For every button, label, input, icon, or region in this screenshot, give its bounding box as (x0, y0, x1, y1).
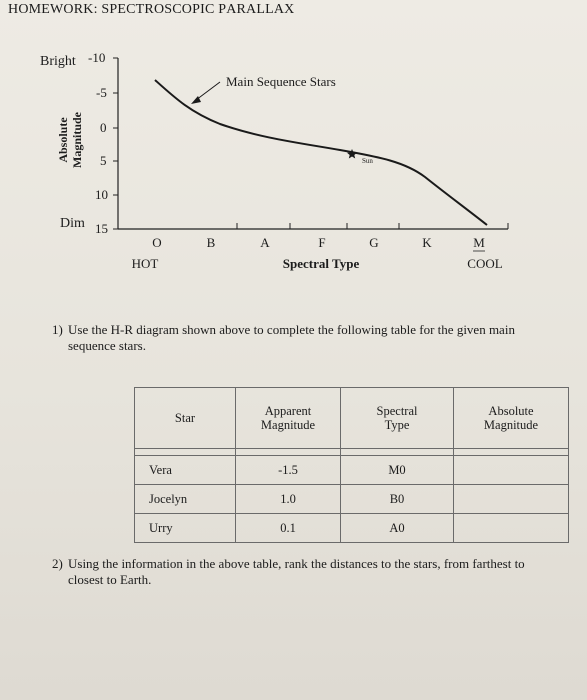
title-letter-s: S (101, 2, 110, 17)
absolute-magnitude-cell[interactable] (454, 485, 569, 514)
header-spectral-line2: Type (384, 418, 410, 432)
header-absolute-magnitude (454, 388, 569, 449)
apparent-magnitude-cell: 1.0 (236, 485, 341, 514)
spacer-cell (454, 449, 569, 456)
cool-label: COOL (467, 256, 503, 271)
table-row (135, 514, 569, 543)
x-tick-label: A (260, 235, 270, 250)
hot-label: HOT (131, 256, 159, 271)
y-axis-title-line1: Absolute (56, 117, 70, 163)
dim-label: Dim (60, 216, 85, 231)
header-absolute-line2: Magnitude (483, 418, 539, 432)
star-name-cell: Jocelyn (135, 485, 236, 514)
x-tick-label: B (206, 235, 216, 250)
question-2-line1: Using the information in the above table, rank the distances to the stars, from farthest to (68, 556, 525, 571)
table-spacer-row (135, 449, 569, 456)
x-tick-label: M (473, 235, 485, 250)
question-1-number: 1) (52, 322, 63, 337)
question-2 (52, 556, 572, 588)
title-spectroscopic: PECTROSCOPIC (109, 2, 219, 17)
question-1-line1: Use the H-R diagram shown above to complete the following table for the given main (68, 322, 515, 337)
apparent-magnitude-cell: 0.1 (236, 514, 341, 543)
header-apparent-line1: Apparent (264, 404, 312, 418)
title-parallax: ARALLAX (226, 2, 295, 17)
y-tick-label: -5 (96, 85, 107, 100)
question-1-line2: sequence stars. (68, 338, 146, 353)
main-sequence-curve (155, 80, 487, 225)
y-tick-label: 0 (100, 120, 107, 135)
hr-diagram (0, 0, 587, 300)
title-homework: OMEWORK: (18, 2, 102, 17)
header-star-text: Star (174, 411, 196, 425)
x-tick-label: K (422, 235, 432, 250)
table-header-row (135, 388, 569, 449)
header-spectral-type (341, 388, 454, 449)
star-name-cell: Vera (135, 456, 236, 485)
spectral-type-cell: B0 (341, 485, 454, 514)
callout-arrow-line (196, 82, 220, 100)
title-letter-h: H (8, 2, 19, 17)
star-table (134, 387, 569, 543)
sun-label: Sun (362, 157, 373, 165)
header-absolute-line1: Absolute (488, 404, 534, 418)
curve-label: Main Sequence Stars (226, 74, 336, 89)
spacer-cell (135, 449, 236, 456)
header-apparent-magnitude (236, 388, 341, 449)
absolute-magnitude-cell[interactable] (454, 456, 569, 485)
absolute-magnitude-cell[interactable] (454, 514, 569, 543)
y-tick-label: -10 (88, 50, 106, 65)
x-tick-label: F (318, 235, 326, 250)
question-1 (52, 322, 552, 354)
x-tick-label: G (369, 235, 379, 250)
spectral-type-cell: A0 (341, 514, 454, 543)
apparent-magnitude-cell: -1.5 (236, 456, 341, 485)
table-row (135, 485, 569, 514)
star-name-cell: Urry (135, 514, 236, 543)
header-spectral-line1: Spectral (376, 404, 418, 418)
header-apparent-line2: Magnitude (260, 418, 316, 432)
x-axis-title: Spectral Type (282, 256, 360, 271)
header-star (135, 388, 236, 449)
question-2-line2: closest to Earth. (68, 572, 152, 587)
spacer-cell (341, 449, 454, 456)
spectral-type-cell: M0 (341, 456, 454, 485)
y-axis-title-line2: Magnitude (70, 111, 84, 169)
spacer-cell (236, 449, 341, 456)
y-tick-label: 15 (95, 221, 108, 236)
x-tick-label: O (152, 235, 162, 250)
bright-label: Bright (40, 54, 76, 69)
table-row (135, 456, 569, 485)
sun-star-icon (347, 149, 357, 159)
y-tick-label: 5 (100, 153, 107, 168)
y-tick-label: 10 (95, 187, 108, 202)
title-letter-p: P (218, 2, 227, 17)
question-2-number: 2) (52, 556, 63, 571)
